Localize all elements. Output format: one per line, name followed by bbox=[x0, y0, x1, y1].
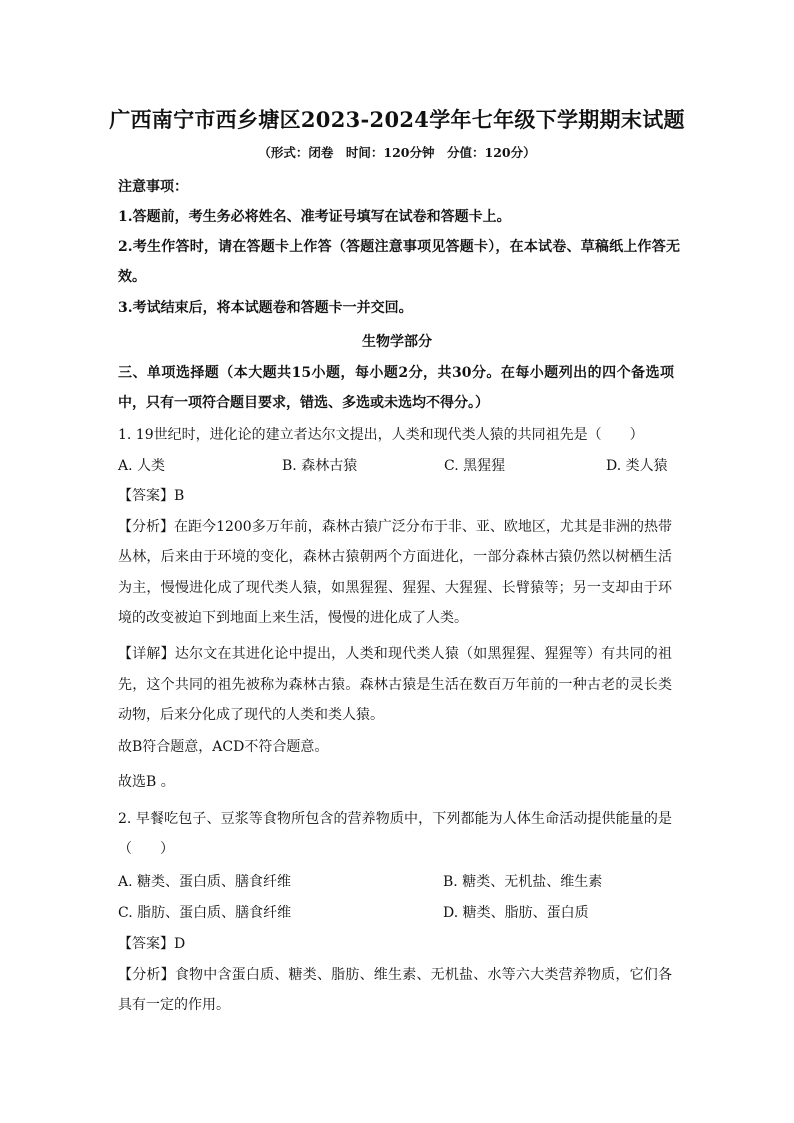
question-2-option-b: B. 糖类、无机盐、维生素 bbox=[443, 874, 603, 890]
exam-title: 广西南宁市西乡塘区2023-2024学年七年级下学期期末试题 bbox=[109, 107, 685, 132]
question-2-option-a: A. 糖类、蛋白质、膳食纤维 bbox=[118, 874, 292, 890]
part3-instructions-line-1: 三、单项选择题（本大题共15小题，每小题2分，共30分。在每小题列出的四个备选项 bbox=[118, 365, 674, 381]
question-1-analysis-line-3: 为主，慢慢进化成了现代类人猿，如黑猩猩、猩猩、大猩猩、长臂猿等；另一支却由于环 bbox=[118, 580, 672, 596]
question-1-detail-line-1: 【详解】达尔文在其进化论中提出，人类和现代类人猿（如黑猩猩、猩猩等）有共同的祖 bbox=[118, 646, 672, 662]
question-1-stem: 1. 19世纪时，进化论的建立者达尔文提出，人类和现代类人猿的共同祖先是（ ） bbox=[118, 427, 644, 443]
question-1-option-a: A. 人类 bbox=[118, 458, 166, 474]
question-1-conclusion-line-2: 故选B 。 bbox=[118, 774, 175, 790]
exam-subtitle: （形式：闭卷 时间：120分钟 分值：120分） bbox=[258, 145, 536, 160]
question-2-paren: （ ） bbox=[118, 841, 174, 857]
note-3: 3.考试结束后，将本试题卷和答题卡一并交回。 bbox=[118, 300, 413, 316]
note-2-line-1: 2.考生作答时，请在答题卡上作答（答题注意事项见答题卡），在本试卷、草稿纸上作答无 bbox=[118, 239, 680, 255]
question-1-option-b: B. 森林古猿 bbox=[282, 458, 358, 474]
question-1-option-d: D. 类人猿 bbox=[606, 458, 668, 474]
question-1-detail-line-2: 先，这个共同的祖先被称为森林古猿。森林古猿是生活在数百万年前的一种古老的灵长类 bbox=[118, 677, 672, 693]
section-title: 生物学部分 bbox=[362, 334, 432, 350]
question-2-option-d: D. 糖类、脂肪、蛋白质 bbox=[443, 905, 589, 921]
question-1-conclusion-line-1: 故B符合题意，ACD不符合题意。 bbox=[118, 739, 329, 755]
question-1-detail-line-3: 动物，后来分化成了现代的人类和类人猿。 bbox=[118, 707, 384, 723]
question-2-option-c: C. 脂肪、蛋白质、膳食纤维 bbox=[118, 905, 292, 921]
question-1-analysis-line-2: 丛林，后来由于环境的变化，森林古猿朝两个方面进化，一部分森林古猿仍然以树栖生活 bbox=[118, 549, 672, 565]
question-1-analysis-line-1: 【分析】在距今1200多万年前，森林古猿广泛分布于非、亚、欧地区，尤其是非洲的热带 bbox=[118, 519, 672, 535]
question-2-analysis-line-2: 具有一定的作用。 bbox=[118, 997, 230, 1013]
part3-instructions-line-2: 中，只有一项符合题目要求，错选、多选或未选均不得分。） bbox=[118, 395, 489, 411]
notes-heading: 注意事项： bbox=[118, 179, 188, 195]
question-1-option-c: C. 黑猩猩 bbox=[444, 458, 506, 474]
question-2-answer: 【答案】D bbox=[118, 936, 186, 952]
question-2-analysis-line-1: 【分析】食物中含蛋白质、糖类、脂肪、维生素、无机盐、水等六大类营养物质，它们各 bbox=[118, 967, 672, 983]
question-1-analysis-line-4: 境的改变被迫下到地面上来生活，慢慢的进化成了人类。 bbox=[118, 610, 468, 626]
note-2-line-2: 效。 bbox=[118, 269, 146, 285]
note-1: 1.答题前，考生务必将姓名、准考证号填写在试卷和答题卡上。 bbox=[118, 209, 511, 225]
question-2-stem: 2. 早餐吃包子、豆浆等食物所包含的营养物质中，下列都能为人体生命活动提供能量的是 bbox=[118, 811, 672, 827]
question-1-answer: 【答案】B bbox=[118, 488, 185, 504]
